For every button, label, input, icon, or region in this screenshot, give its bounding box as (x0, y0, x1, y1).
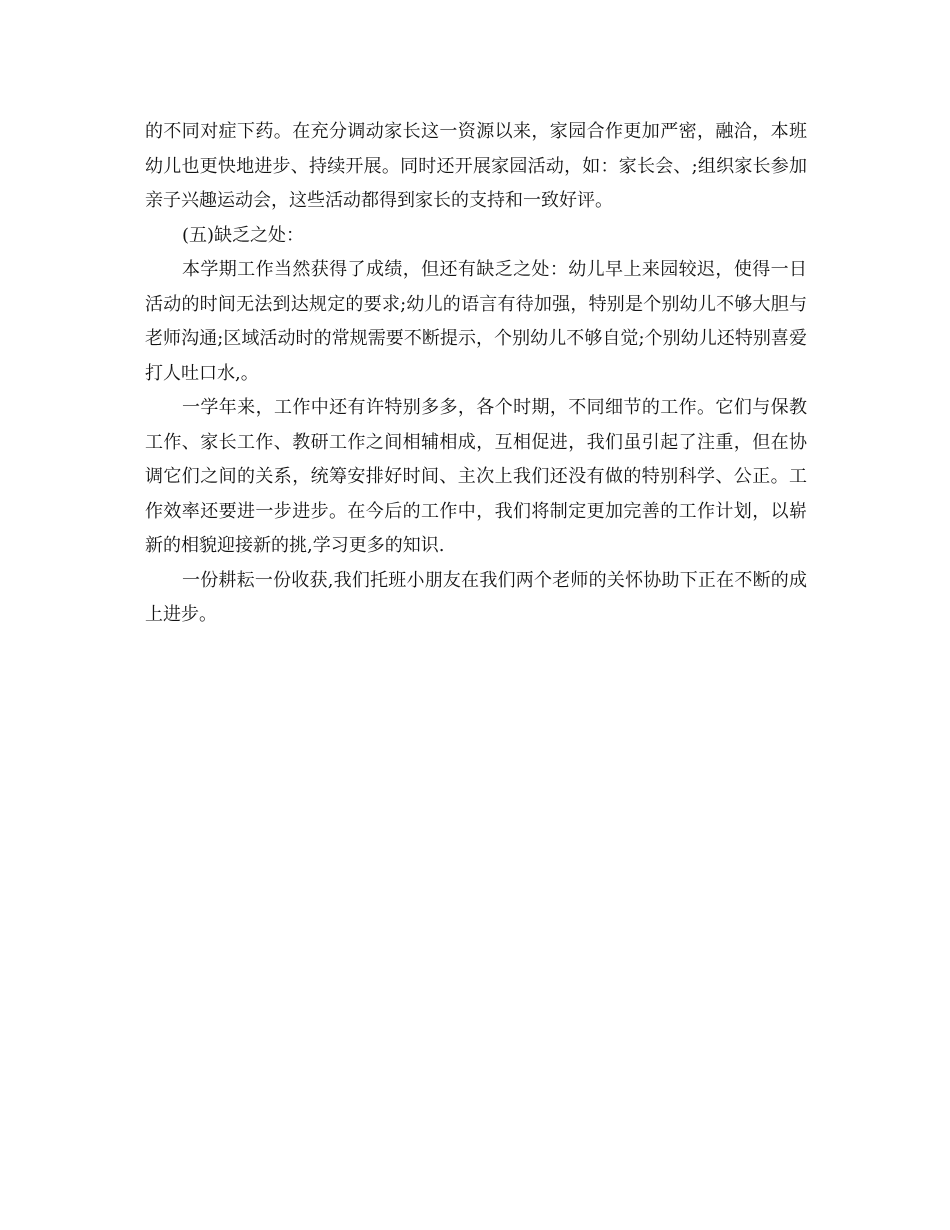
document-body (145, 115, 807, 633)
paragraph-heading-shortcomings: (五)缺乏之处： (182, 224, 305, 246)
paragraph-shortcomings: 本学期工作当然获得了成绩，但还有缺乏之处：幼儿早上来园较迟，使得一日活动的时间无法到达规定的要求;幼儿的语言有待加强，特别是个别幼儿不够大胆与老师沟通;区域活动时的常规需要不断提示，个别幼儿不够自觉;个别幼儿还特别喜爱打人吐口水,。 (145, 259, 807, 384)
paragraph-year-review: 一学年来，工作中还有许特别多多，各个时期，不同细节的工作。它们与保教工作、家长工作、教研工作之间相辅相成，互相促进，我们虽引起了注重，但在协调它们之间的关系，统筹安排好时间、主次上我们还没有做的特别科学、公正。工作效率还要进一步进步。在今后的工作中，我们将制定更加完善的工作计划，以崭新的相貌迎接新的挑,学习更多的知识. (145, 397, 807, 556)
paragraph-conclusion: 一份耕耘一份收获,我们托班小朋友在我们两个老师的关怀协助下正在不断的成上进步。 (145, 569, 807, 625)
paragraph-home-cooperation: 的不同对症下药。在充分调动家长这一资源以来，家园合作更加严密，融洽，本班幼儿也更快地进步、持续开展。同时还开展家园活动，如：家长会、;组织家长参加亲子兴趣运动会，这些活动都得到家长的支持和一致好评。 (145, 121, 807, 211)
